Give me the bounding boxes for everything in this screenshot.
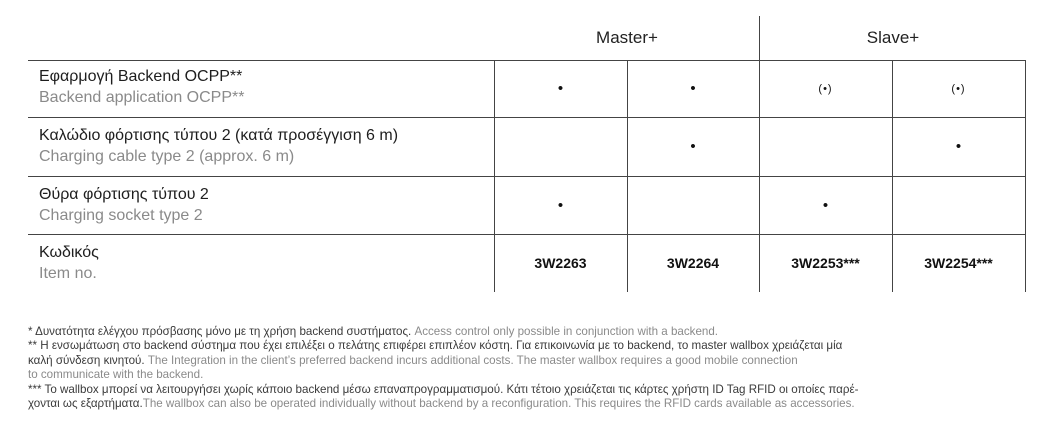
table-row-label [39,125,489,167]
table-row-label [39,66,489,108]
table-cell: (•) [818,82,833,95]
table-cell: (•) [951,82,966,95]
header-master: Master+ [596,28,658,47]
table-cell: • [690,80,696,97]
label-english: Item no. [39,265,97,282]
label-english: Charging socket type 2 [39,207,203,224]
table-cell: • [955,138,962,155]
label-english: Charging cable type 2 (approx. 6 m) [39,148,295,165]
item-code: 3W2264 [666,255,720,271]
table-cell [892,176,1025,234]
label-greek: Θύρα φόρτισης τύπου 2 [39,186,209,203]
footnote-2: to communicate with the backend. [28,368,204,382]
table-cell [759,117,892,176]
label-english: Backend application OCPP** [39,89,245,106]
footnote-2: καλή σύνδεση κινητού. The Integration in the client’s preferred backend incurs additional costs. The master wallbox requires a good mobile connection [28,353,798,367]
divider-header [759,16,760,60]
label-greek: Κωδικός [39,244,99,261]
label-greek: Καλώδιο φόρτισης τύπου 2 (κατά προσέγγιση 6 m) [39,127,399,144]
footnote-3: *** Το wallbox μπορεί να λειτουργήσει χωρίς κάποιο backend μέσω επαναπρογραμματισμού. Κάτι τέτοιο χρειάζεται τις κάρτες χρήστη ID Tag RFID οι οποίες παρέ- [28,382,859,396]
table-cell [494,117,627,176]
label-greek: Εφαρμογή Backend OCPP** [39,68,243,85]
footnotes [28,325,1028,411]
footnote-3: χονται ως εξαρτήματα.The wallbox can also be operated individually without backend by a reconfiguration. This requires the RFID cards available as accessories. [28,397,855,411]
item-code: 3W2254*** [924,255,993,271]
table-cell: • [557,80,564,97]
table-cell: • [822,196,829,214]
table-cell: • [690,138,696,155]
footnote-1: * Δυνατότητα ελέγχου πρόσβασης μόνο με τη χρήση backend συστήματος. Access control only possible in conjunction with a backend. [28,325,719,338]
table-row-label [39,184,489,226]
footnote-2: ** Η ενσωμάτωση στο backend σύστημα που έχει επιλέξει ο πελάτης επιφέρει επιπλέον κόστη. Για επικοινωνία με το backend, το master wallbox χρειάζεται μία [28,339,843,353]
column-divider [1025,60,1026,292]
header-slave: Slave+ [866,28,920,47]
item-code: 3W2263 [534,255,587,271]
table-cell: • [557,196,564,214]
table-row-label [39,242,489,284]
table-cell [627,176,759,234]
item-code: 3W2253*** [791,255,860,271]
